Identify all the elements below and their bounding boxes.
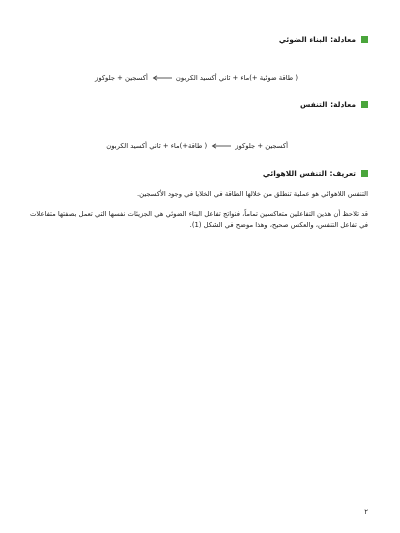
respiration-products: ( طاقة+)ماء + ثاني أكسيد الكربون: [106, 142, 208, 150]
respiration-heading-text: معادلة: التنفس: [299, 100, 356, 109]
square-bullet-icon: [361, 36, 368, 43]
reactions-note: قد تلاحظ أن هذين التفاعلين متعاكسين تماماً، فنواتج تفاعل البناء الضوئي هي الجزيئات نفسها التي تعمل بصفتها متفاعلات في تفاعل التنفس، والعكس صحيح، وهذا موضح في الشكل (1).: [30, 210, 368, 229]
respiration-reactants: أكسجين + جلوكوز: [235, 142, 288, 150]
photosynthesis-reactants: ( طاقة ضوئية +)ماء + ثاني أكسيد الكربون: [175, 74, 298, 82]
photosynthesis-products: أكسجين + جلوكوز: [95, 74, 148, 82]
photosynthesis-heading: [279, 35, 368, 44]
respiration-heading: [300, 100, 368, 109]
photosynthesis-equation: [95, 74, 298, 82]
anaerobic-definition: التنفس اللاهوائي هو عملية تنطلق من خلالها الطاقة في الخلايا في وجود الأكسجين.: [136, 190, 368, 198]
respiration-equation: [106, 142, 288, 150]
photosynthesis-heading-text: معادلة: البناء الضوئي: [278, 35, 356, 44]
left-arrow-icon: [152, 75, 172, 81]
square-bullet-icon: [361, 170, 368, 177]
page-number: ٢: [364, 508, 368, 516]
anaerobic-heading-text: تعريف: التنفس اللاهوائي: [262, 169, 356, 178]
square-bullet-icon: [361, 101, 368, 108]
anaerobic-heading: [263, 169, 368, 178]
left-arrow-icon: [211, 143, 231, 149]
